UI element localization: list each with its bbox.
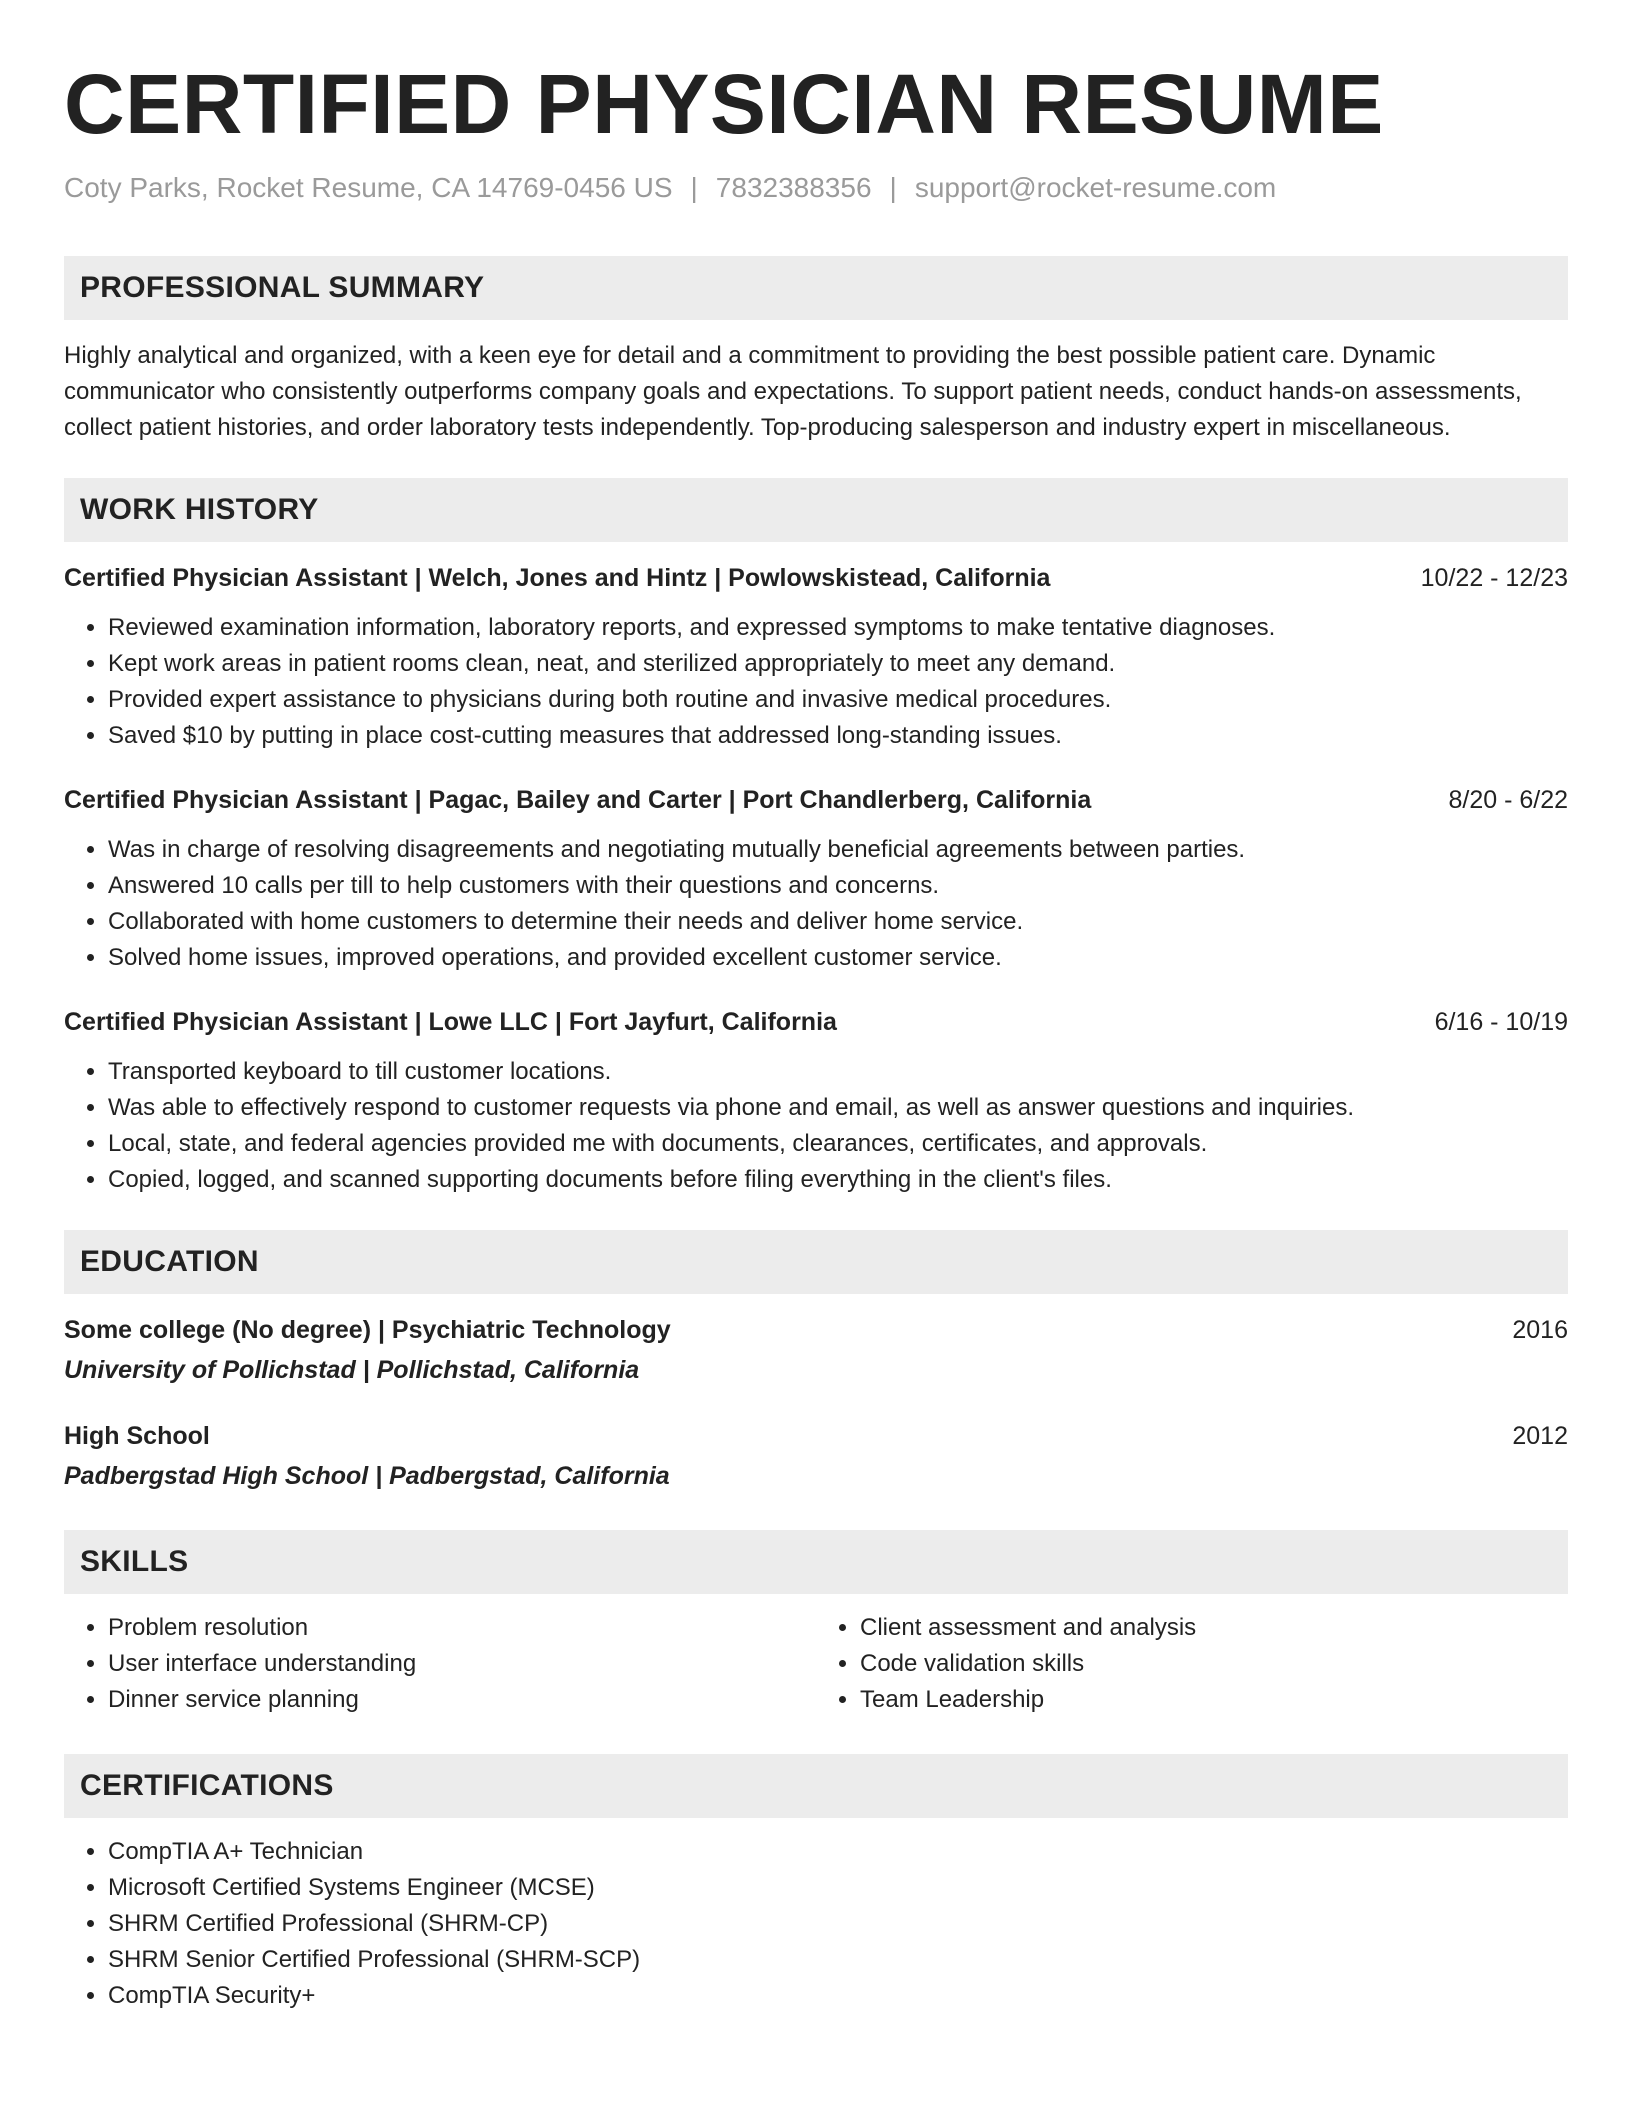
certification-item: • SHRM Senior Certified Professional (SHRM-SCP) (108, 1942, 1568, 1978)
skills-section (64, 1530, 1568, 1718)
job-bullet: • Copied, logged, and scanned supporting documents before filing everything in the client's files. (108, 1162, 1568, 1198)
skill-item: • Dinner service planning (108, 1682, 816, 1718)
work-history-section (64, 478, 1568, 1198)
job-dates: 10/22 - 12/23 (1420, 564, 1568, 592)
work-history-heading: WORK HISTORY (64, 478, 1568, 542)
job-title: Certified Physician Assistant | Pagac, Bailey and Carter | Port Chandlerberg, California (64, 786, 1092, 814)
job-bullet: • Local, state, and federal agencies provided me with documents, clearances, certificates, and approvals. (108, 1126, 1568, 1162)
resume-title: CERTIFIED PHYSICIAN RESUME (64, 57, 1384, 151)
skill-item: • Problem resolution (108, 1610, 816, 1646)
education-school: University of Pollichstad | Pollichstad, California (64, 1356, 640, 1384)
education-degree: High School (64, 1422, 210, 1450)
skills-right-list (816, 1610, 1568, 1718)
job-bullet: • Solved home issues, improved operations, and provided excellent customer service. (108, 940, 1568, 976)
skills-left-list (64, 1610, 816, 1718)
education-entry (64, 1312, 1568, 1388)
job-bullets (64, 1054, 1568, 1198)
job-dates: 8/20 - 6/22 (1448, 786, 1568, 814)
certifications-list (64, 1834, 1568, 2014)
job-header (64, 560, 1568, 596)
skills-columns (64, 1610, 1568, 1718)
job-title: Certified Physician Assistant | Lowe LLC | Fort Jayfurt, California (64, 1008, 837, 1036)
certifications-section (64, 1754, 1568, 2014)
job-title: Certified Physician Assistant | Welch, Jones and Hintz | Powlowskistead, California (64, 564, 1051, 592)
skill-item: • User interface understanding (108, 1646, 816, 1682)
skill-item: • Client assessment and analysis (860, 1610, 1568, 1646)
contact-email: support@rocket-resume.com (914, 172, 1277, 203)
job-dates: 6/16 - 10/19 (1434, 1008, 1568, 1036)
certification-item: • CompTIA Security+ (108, 1978, 1568, 2014)
job-bullet: • Was in charge of resolving disagreements and negotiating mutually beneficial agreements between parties. (108, 832, 1568, 868)
contact-phone: 7832388356 (715, 172, 872, 203)
job-bullets (64, 832, 1568, 976)
skills-heading: SKILLS (64, 1530, 1568, 1594)
contact-line (64, 170, 1568, 206)
contact-separator: | (889, 172, 897, 203)
education-heading: EDUCATION (64, 1230, 1568, 1294)
summary-text: Highly analytical and organized, with a keen eye for detail and a commitment to providing the best possible patient care. Dynamic communicator who consistently outperforms company goals and expectations. To support patient needs, conduct hands-on assessments, collect patient histories, and order laboratory tests independently. Top-producing salesperson and industry expert in miscellaneous. (64, 342, 1522, 441)
job-bullet: • Was able to effectively respond to customer requests via phone and email, as well as answer questions and inquiries. (108, 1090, 1568, 1126)
education-year: 2012 (1512, 1422, 1568, 1450)
certification-item: • CompTIA A+ Technician (108, 1834, 1568, 1870)
job-entry (64, 560, 1568, 754)
education-degree: Some college (No degree) | Psychiatric Technology (64, 1316, 671, 1344)
skill-item: • Team Leadership (860, 1682, 1568, 1718)
job-bullet: • Answered 10 calls per till to help customers with their questions and concerns. (108, 868, 1568, 904)
job-bullet: • Kept work areas in patient rooms clean, neat, and sterilized appropriately to meet any demand. (108, 646, 1568, 682)
contact-address: Coty Parks, Rocket Resume, CA 14769-0456 US (64, 172, 673, 203)
education-header (64, 1312, 1568, 1348)
education-entry (64, 1418, 1568, 1494)
education-year: 2016 (1512, 1316, 1568, 1344)
certification-item: • Microsoft Certified Systems Engineer (MCSE) (108, 1870, 1568, 1906)
certification-item: • SHRM Certified Professional (SHRM-CP) (108, 1906, 1568, 1942)
job-bullet: • Provided expert assistance to physicians during both routine and invasive medical procedures. (108, 682, 1568, 718)
job-bullets (64, 610, 1568, 754)
job-bullet: • Reviewed examination information, laboratory reports, and expressed symptoms to make tentative diagnoses. (108, 610, 1568, 646)
education-school: Padbergstad High School | Padbergstad, California (64, 1462, 670, 1490)
job-header (64, 782, 1568, 818)
education-section (64, 1230, 1568, 1494)
education-header (64, 1418, 1568, 1454)
job-header (64, 1004, 1568, 1040)
contact-separator: | (690, 172, 698, 203)
job-entry (64, 1004, 1568, 1198)
job-bullet: • Saved $10 by putting in place cost-cutting measures that addressed long-standing issues. (108, 718, 1568, 754)
summary-heading: PROFESSIONAL SUMMARY (64, 256, 1568, 320)
job-bullet: • Collaborated with home customers to determine their needs and deliver home service. (108, 904, 1568, 940)
certifications-heading: CERTIFICATIONS (64, 1754, 1568, 1818)
job-bullet: • Transported keyboard to till customer locations. (108, 1054, 1568, 1090)
job-entry (64, 782, 1568, 976)
skill-item: • Code validation skills (860, 1646, 1568, 1682)
summary-section (64, 256, 1568, 446)
